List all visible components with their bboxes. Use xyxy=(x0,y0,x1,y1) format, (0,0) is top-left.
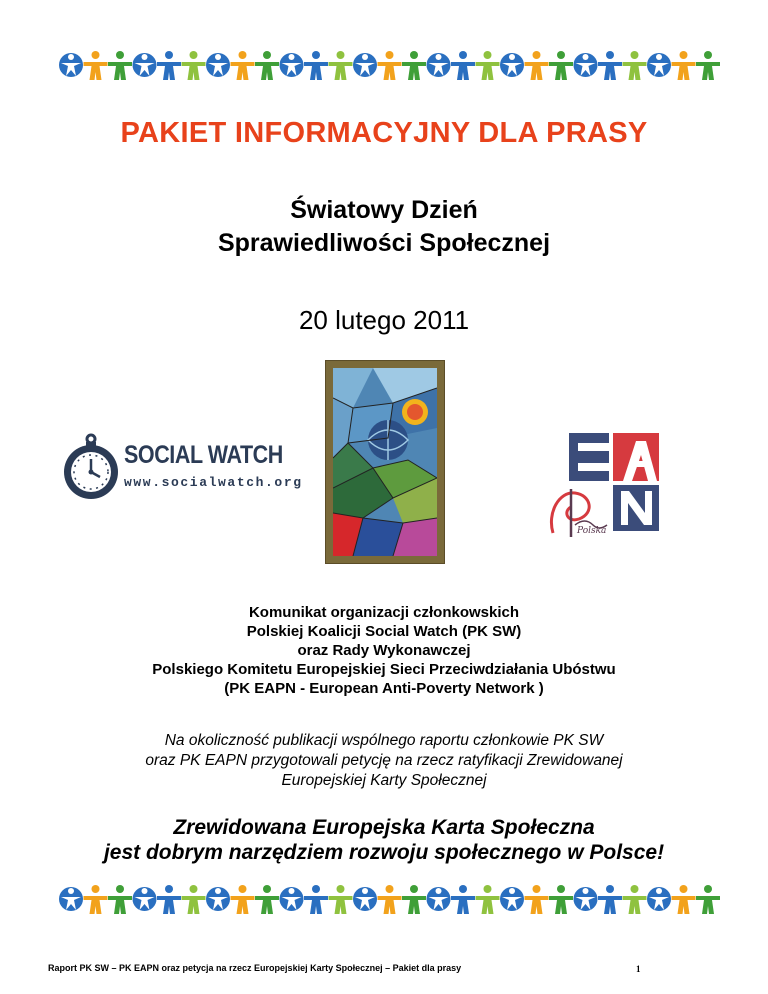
people-chain-banner-bottom xyxy=(58,881,722,917)
chain-person-figure xyxy=(231,885,255,914)
chain-person-figure xyxy=(280,887,304,911)
chain-person-figure xyxy=(500,887,524,911)
chain-person-figure xyxy=(598,885,622,914)
announcement-line: Polskiej Koalicji Social Watch (PK SW) xyxy=(246,623,522,640)
eapn-letters-logo xyxy=(545,433,663,541)
paper-chain-people-icon xyxy=(58,881,722,917)
chain-person-figure xyxy=(329,51,353,80)
chain-person-figure xyxy=(353,887,377,911)
chain-person-figure xyxy=(647,53,671,77)
chain-person-figure xyxy=(549,51,573,80)
event-date: 20 lutego 2011 xyxy=(298,305,470,335)
chain-person-figure xyxy=(108,885,132,914)
chain-person-figure xyxy=(255,885,279,914)
eapn-script-text: Polska xyxy=(577,526,607,536)
chain-person-figure xyxy=(549,885,573,914)
people-chain-banner-top xyxy=(58,47,722,83)
chain-person-figure xyxy=(672,885,696,914)
page-number: 1 xyxy=(636,964,641,974)
chain-person-figure xyxy=(329,885,353,914)
chain-person-figure xyxy=(476,51,500,80)
chain-person-figure xyxy=(304,51,328,80)
chain-person-figure xyxy=(574,887,598,911)
chain-person-figure xyxy=(108,51,132,80)
eapn-polska-logo xyxy=(545,433,663,541)
chain-person-figure xyxy=(623,885,647,914)
chain-person-figure xyxy=(500,53,524,77)
chain-person-figure xyxy=(231,51,255,80)
chain-person-figure xyxy=(133,887,157,911)
chain-person-figure xyxy=(182,885,206,914)
chain-person-figure xyxy=(402,51,426,80)
chain-person-figure xyxy=(451,885,475,914)
chain-person-figure xyxy=(402,885,426,914)
chain-person-figure xyxy=(304,885,328,914)
page-title: PAKIET INFORMACYJNY DLA PRASY xyxy=(120,117,648,149)
event-title-line-1: Światowy Dzień xyxy=(290,196,478,224)
pocket-watch-icon xyxy=(60,433,122,501)
chain-person-figure xyxy=(378,51,402,80)
event-title xyxy=(0,194,768,260)
social-watch-logo xyxy=(60,433,303,501)
headline-line-2: jest dobrym narzędziem rozwoju społecznego w Polsce! xyxy=(103,841,665,864)
chain-person-figure xyxy=(574,53,598,77)
chain-person-figure xyxy=(525,51,549,80)
intro-line: Europejskiej Karty Społecznej xyxy=(281,772,487,789)
chain-person-figure xyxy=(378,885,402,914)
announcement-line: (PK EAPN - European Anti-Poverty Network ) xyxy=(224,680,544,697)
chain-person-figure xyxy=(525,885,549,914)
chain-person-figure xyxy=(696,51,720,80)
intro-line: Na okoliczność publikacji wspólnego raportu członkowie PK SW xyxy=(164,732,604,749)
chain-person-figure xyxy=(59,53,83,77)
intro-line: oraz PK EAPN przygotowali petycję na rzecz ratyfikacji Zrewidowanej xyxy=(145,752,623,769)
announcement-line: Komunikat organizacji członkowskich xyxy=(248,604,520,621)
headline-line-1: Zrewidowana Europejska Karta Społeczna xyxy=(173,816,595,839)
chain-person-figure xyxy=(353,53,377,77)
chain-person-figure xyxy=(206,887,230,911)
chain-person-figure xyxy=(451,51,475,80)
chain-person-figure xyxy=(598,51,622,80)
announcement-block xyxy=(0,603,768,698)
chain-person-figure xyxy=(84,51,108,80)
chain-person-figure xyxy=(696,885,720,914)
chain-person-figure xyxy=(672,51,696,80)
stained-glass-poster xyxy=(326,361,444,563)
headline xyxy=(0,815,768,865)
paper-chain-people-icon xyxy=(58,47,722,83)
chain-person-figure xyxy=(647,887,671,911)
chain-person-figure xyxy=(623,51,647,80)
chain-person-figure xyxy=(157,51,181,80)
social-watch-title: SOCIAL WATCH xyxy=(124,441,283,469)
chain-person-figure xyxy=(133,53,157,77)
chain-person-figure xyxy=(427,887,451,911)
chain-person-figure xyxy=(255,51,279,80)
announcement-line: oraz Rady Wykonawczej xyxy=(297,642,471,659)
chain-person-figure xyxy=(427,53,451,77)
chain-person-figure xyxy=(206,53,230,77)
chain-person-figure xyxy=(84,885,108,914)
footer-text: Raport PK SW – PK EAPN oraz petycja na rzecz Europejskiej Karty Społecznej – Pakiet dla prasy xyxy=(48,963,462,973)
chain-person-figure xyxy=(182,51,206,80)
chain-person-figure xyxy=(157,885,181,914)
intro-paragraph xyxy=(0,731,768,791)
stained-glass-image xyxy=(333,368,437,556)
announcement-line: Polskiego Komitetu Europejskiej Sieci Przeciwdziałania Ubóstwu xyxy=(152,661,616,678)
chain-person-figure xyxy=(476,885,500,914)
social-watch-url: www.socialwatch.org xyxy=(124,475,303,490)
chain-person-figure xyxy=(59,887,83,911)
chain-person-figure xyxy=(280,53,304,77)
event-title-line-2: Sprawiedliwości Społecznej xyxy=(217,229,551,257)
